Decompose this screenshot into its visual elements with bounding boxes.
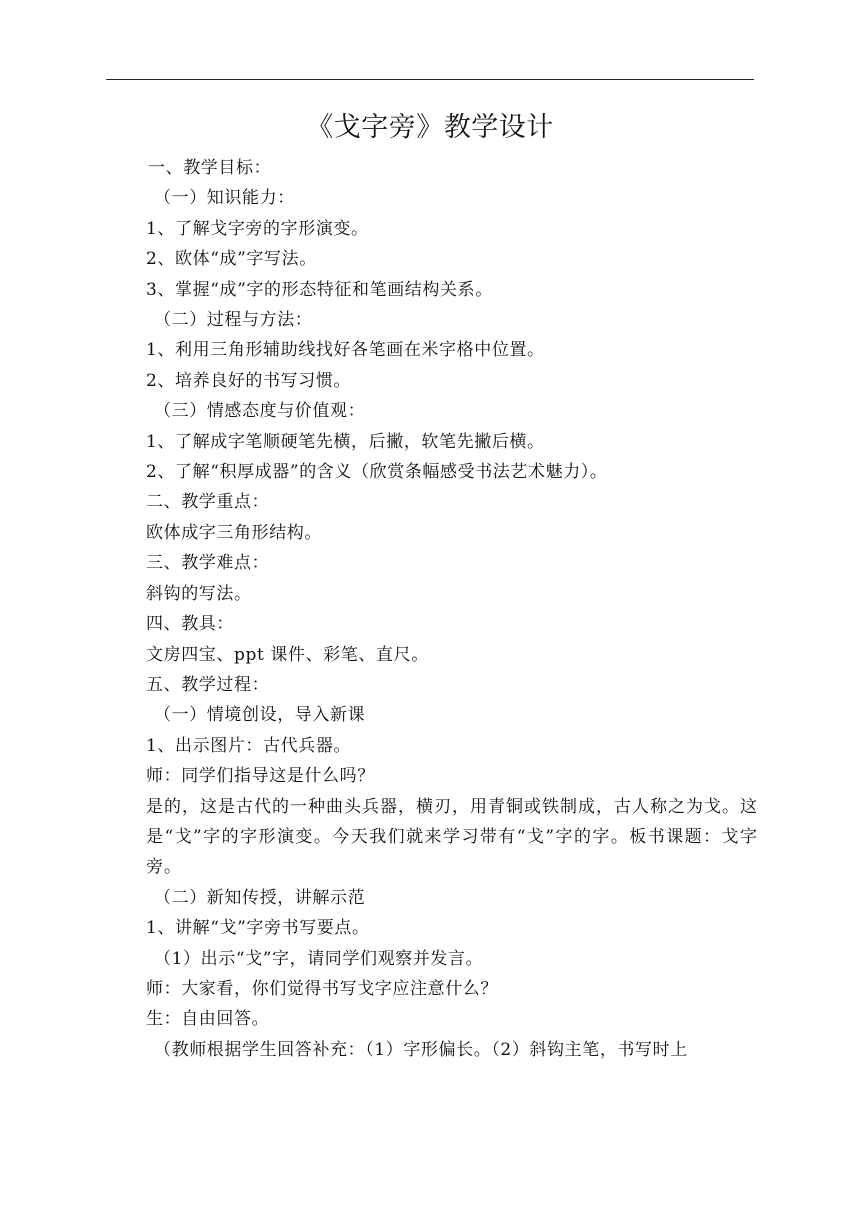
document-body <box>146 153 758 1065</box>
body-line: 斜钩的写法。 <box>146 583 252 604</box>
objective-item: 1、了解成字笔顺硬笔先横，后撇，软笔先撇后横。 <box>146 431 545 452</box>
document-title: 《戈字旁》教学设计 <box>306 112 554 143</box>
objective-item: 3、掌握“成”字的形态特征和笔画结构关系。 <box>146 279 493 300</box>
objective-item: 1、了解戈字旁的字形演变。 <box>146 218 369 239</box>
header-rule <box>106 79 754 80</box>
body-line: 师：大家看，你们觉得书写戈字应注意什么？ <box>146 978 498 999</box>
body-line: 1、出示图片：古代兵器。 <box>146 735 352 756</box>
subsection-heading-introduction: （一）情境创设，导入新课 <box>154 705 366 726</box>
subsection-heading-attitude: （三）情感态度与价值观： <box>154 401 366 422</box>
objective-item: 2、了解“积厚成器”的含义（欣赏条幅感受书法艺术魅力）。 <box>146 462 608 483</box>
objective-item: 2、欧体“成”字写法。 <box>146 249 317 270</box>
subsection-heading-process: （二）过程与方法： <box>154 310 313 331</box>
body-line: 1、讲解“戈”字旁书写要点。 <box>146 918 370 939</box>
body-paragraph: 是的，这是古代的一种曲头兵器，横刃，用青铜或铁制成，古人称之为戈。这是“戈”字的字形演变。今天我们就来学习带有“戈”字的字。板书课题：戈字旁。 <box>146 796 758 878</box>
subsection-heading-knowledge: （一）知识能力： <box>154 188 295 209</box>
objective-item: 1、利用三角形辅助线找好各笔画在米字格中位置。 <box>146 340 545 361</box>
section-heading-difficulties: 三、教学难点： <box>146 553 270 574</box>
section-heading-key-points: 二、教学重点： <box>146 492 270 513</box>
subsection-heading-teaching: （二）新知传授，讲解示范 <box>154 887 366 908</box>
body-line: 师：同学们指导这是什么吗？ <box>146 766 375 787</box>
objective-item: 2、培养良好的书写习惯。 <box>146 370 352 391</box>
body-line: （教师根据学生回答补充：（1）字形偏长。（2）斜钩主笔，书写时上 <box>154 1039 688 1060</box>
body-line: 文房四宝、ppt 课件、彩笔、直尺。 <box>146 644 429 665</box>
body-line: （1）出示“戈”字，请同学们观察并发言。 <box>154 948 484 969</box>
body-line: 生：自由回答。 <box>146 1009 270 1030</box>
section-heading-materials: 四、教具： <box>146 614 234 635</box>
section-heading-process: 五、教学过程： <box>146 674 270 695</box>
section-heading-objectives: 一、教学目标： <box>148 158 272 178</box>
body-line: 欧体成字三角形结构。 <box>146 522 322 543</box>
